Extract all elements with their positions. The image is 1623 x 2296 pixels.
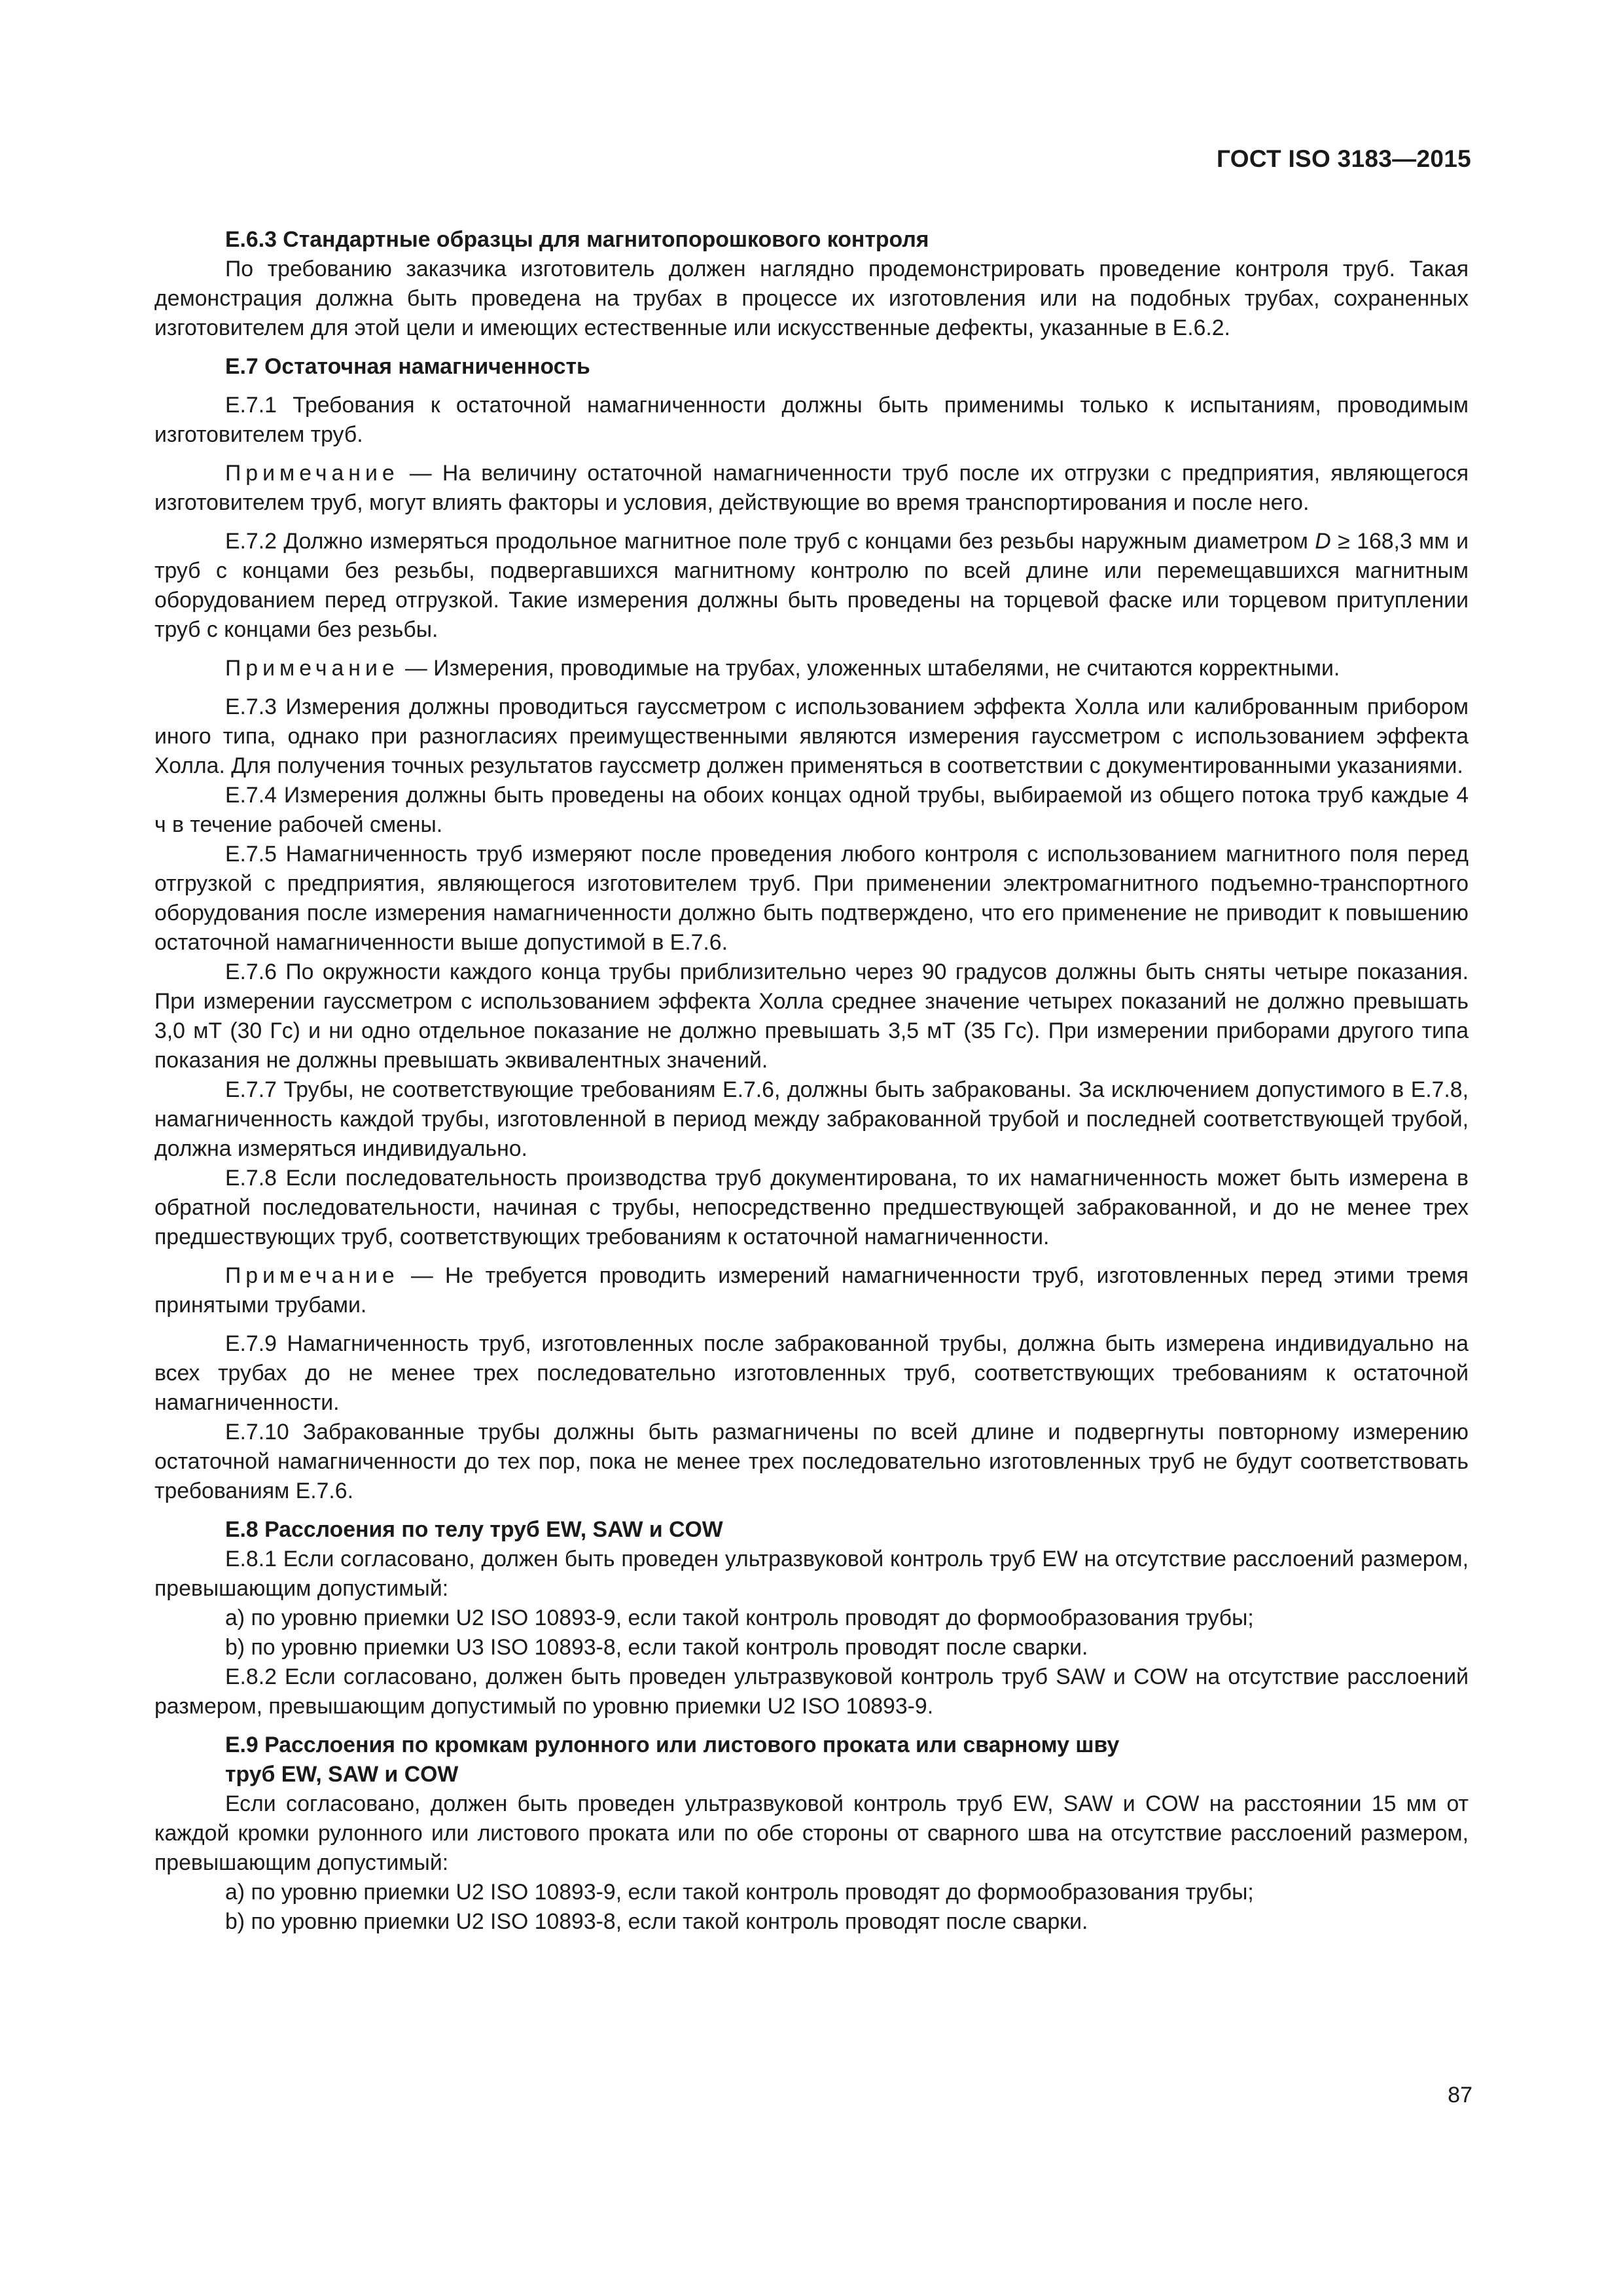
diameter-symbol: D: [1315, 529, 1331, 554]
note-e72: [154, 654, 1469, 683]
paragraph-e79: Е.7.9 Намагниченность труб, изготовленных после забракованной трубы, должна быть измерена индивидуально на всех трубах до не менее трех последовательно изготовленных труб, соответствующих требованиям к остаточной намагниченности.: [154, 1331, 1469, 1415]
note-text: — Измерения, проводимые на трубах, уложенных штабелями, не считаются корректными.: [399, 656, 1340, 681]
paragraph-e72-part2: ≥ 168,3 мм и труб с концами без резьбы, подвергавшихся магнитному контролю по всей длине или перемещавшихся магнитным оборудованием перед отгрузкой. Такие измерения должны быть проведены на торцевой фаске или торцевом притуплении труб с концами без резьбы.: [154, 529, 1469, 642]
paragraph-e73: Е.7.3 Измерения должны проводиться гауссметром с использованием эффекта Холла или калиброванным прибором иного типа, однако при разногласиях преимущественными являются измерения гауссметром с использованием эффекта Холла. Для получения точных результатов гауссметр должен применяться в соответствии с документированными указаниями.: [154, 694, 1469, 778]
paragraph-e77: Е.7.7 Трубы, не соответствующие требованиям Е.7.6, должны быть забракованы. За исключением допустимого в Е.7.8, намагниченность каждой трубы, изготовленной в период между забракованной трубой и последней соответствующей трубой, должна измеряться индивидуально.: [154, 1077, 1469, 1161]
list-item-e8-b: b) по уровню приемки U3 ISO 10893-8, если такой контроль проводят после сварки.: [225, 1635, 1088, 1660]
paragraph-e75: Е.7.5 Намагниченность труб измеряют после проведения любого контроля с использованием магнитного поля перед отгрузкой с предприятия, являющегося изготовителем труб. При применении электромагнитного подъемно-транспортного оборудования после измерения намагниченности должно быть подтверждено, что его применение не приводит к повышению остаточной намагниченности выше допустимой в Е.7.6.: [154, 842, 1469, 955]
document-body: [154, 225, 1469, 1937]
list-item-e9-b: b) по уровню приемки U2 ISO 10893-8, если такой контроль проводят после сварки.: [225, 1909, 1088, 1934]
note-label: Примечание: [225, 1263, 399, 1288]
note-e78: [154, 1261, 1469, 1320]
note-e71: [154, 459, 1469, 518]
paragraph-e9: Если согласовано, должен быть проведен ультразвуковой контроль труб EW, SAW и COW на расстоянии 15 мм от каждой кромки рулонного или листового проката или по обе стороны от сварного шва на отсутствие расслоений размером, превышающим допустимый:: [154, 1791, 1469, 1875]
paragraph-e71: Е.7.1 Требования к остаточной намагниченности должны быть применимы только к испытаниям, проводимым изготовителем труб.: [154, 393, 1469, 447]
paragraph-e76: Е.7.6 По окружности каждого конца трубы приблизительно через 90 градусов должны быть сняты четыре показания. При измерении гауссметром с использованием эффекта Холла среднее значение четырех показаний не должно превышать 3,0 мТ (30 Гс) и ни одно отдельное показание не должно превышать 3,5 мТ (35 Гс). При измерении приборами другого типа показания не должны превышать эквивалентных значений.: [154, 960, 1469, 1073]
paragraph-e63: По требованию заказчика изготовитель должен наглядно продемонстрировать проведение контроля труб. Такая демонстрация должна быть проведена на трубах в процессе их изготовления или на подобных трубах, сохраненных изготовителем для этой цели и имеющих естественные или искусственные дефекты, указанные в Е.6.2.: [154, 257, 1469, 340]
paragraph-e710: Е.7.10 Забракованные трубы должны быть размагничены по всей длине и подвергнуты повторному измерению остаточной намагниченности до тех пор, пока не менее трех последовательно изготовленных труб не будут соответствовать требованиям Е.7.6.: [154, 1420, 1469, 1503]
note-text: — Не требуется проводить измерений намагниченности труб, изготовленных перед этими тремя принятыми трубами.: [154, 1263, 1469, 1318]
note-label: Примечание: [225, 656, 399, 681]
document-code-header: ГОСТ ISO 3183—2015: [1217, 145, 1471, 172]
paragraph-e72: [154, 527, 1469, 645]
list-item-e8-a: a) по уровню приемки U2 ISO 10893-9, если такой контроль проводят до формообразования трубы;: [225, 1605, 1254, 1630]
paragraph-e81: Е.8.1 Если согласовано, должен быть проведен ультразвуковой контроль труб EW на отсутствие расслоений размером, превышающим допустимый:: [154, 1547, 1469, 1601]
section-heading-e7: Е.7 Остаточная намагниченность: [225, 354, 590, 379]
paragraph-e82: Е.8.2 Если согласовано, должен быть проведен ультразвуковой контроль труб SAW и COW на отсутствие расслоений размером, превышающим допустимый по уровню приемки U2 ISO 10893-9.: [154, 1664, 1469, 1719]
paragraph-e72-part1: Е.7.2 Должно измеряться продольное магнитное поле труб с концами без резьбы наружным диаметром: [225, 529, 1315, 554]
paragraph-e74: Е.7.4 Измерения должны быть проведены на обоих концах одной трубы, выбираемой из общего потока труб каждые 4 ч в течение рабочей смены.: [154, 783, 1469, 837]
section-heading-e8: Е.8 Расслоения по телу труб EW, SAW и COW: [225, 1517, 723, 1542]
section-heading-e63: Е.6.3 Стандартные образцы для магнитопорошкового контроля: [225, 227, 929, 252]
list-item-e9-a: a) по уровню приемки U2 ISO 10893-9, если такой контроль проводят до формообразования трубы;: [225, 1880, 1254, 1905]
section-heading-e9-cont: труб EW, SAW и COW: [225, 1762, 459, 1787]
note-label: Примечание: [225, 461, 399, 486]
page-number: 87: [1448, 2083, 1472, 2108]
section-heading-e9: Е.9 Расслоения по кромкам рулонного или листового проката или сварному шву: [225, 1732, 1120, 1757]
note-text: — На величину остаточной намагниченности труб после их отгрузки с предприятия, являющегося изготовителем труб, могут влиять факторы и условия, действующие во время транспортирования и после него.: [154, 461, 1469, 515]
paragraph-e78: Е.7.8 Если последовательность производства труб документирована, то их намагниченность может быть измерена в обратной последовательности, начиная с трубы, непосредственно предшествующей забракованной, и до не менее трех предшествующих труб, соответствующих требованиям к остаточной намагниченности.: [154, 1166, 1469, 1249]
